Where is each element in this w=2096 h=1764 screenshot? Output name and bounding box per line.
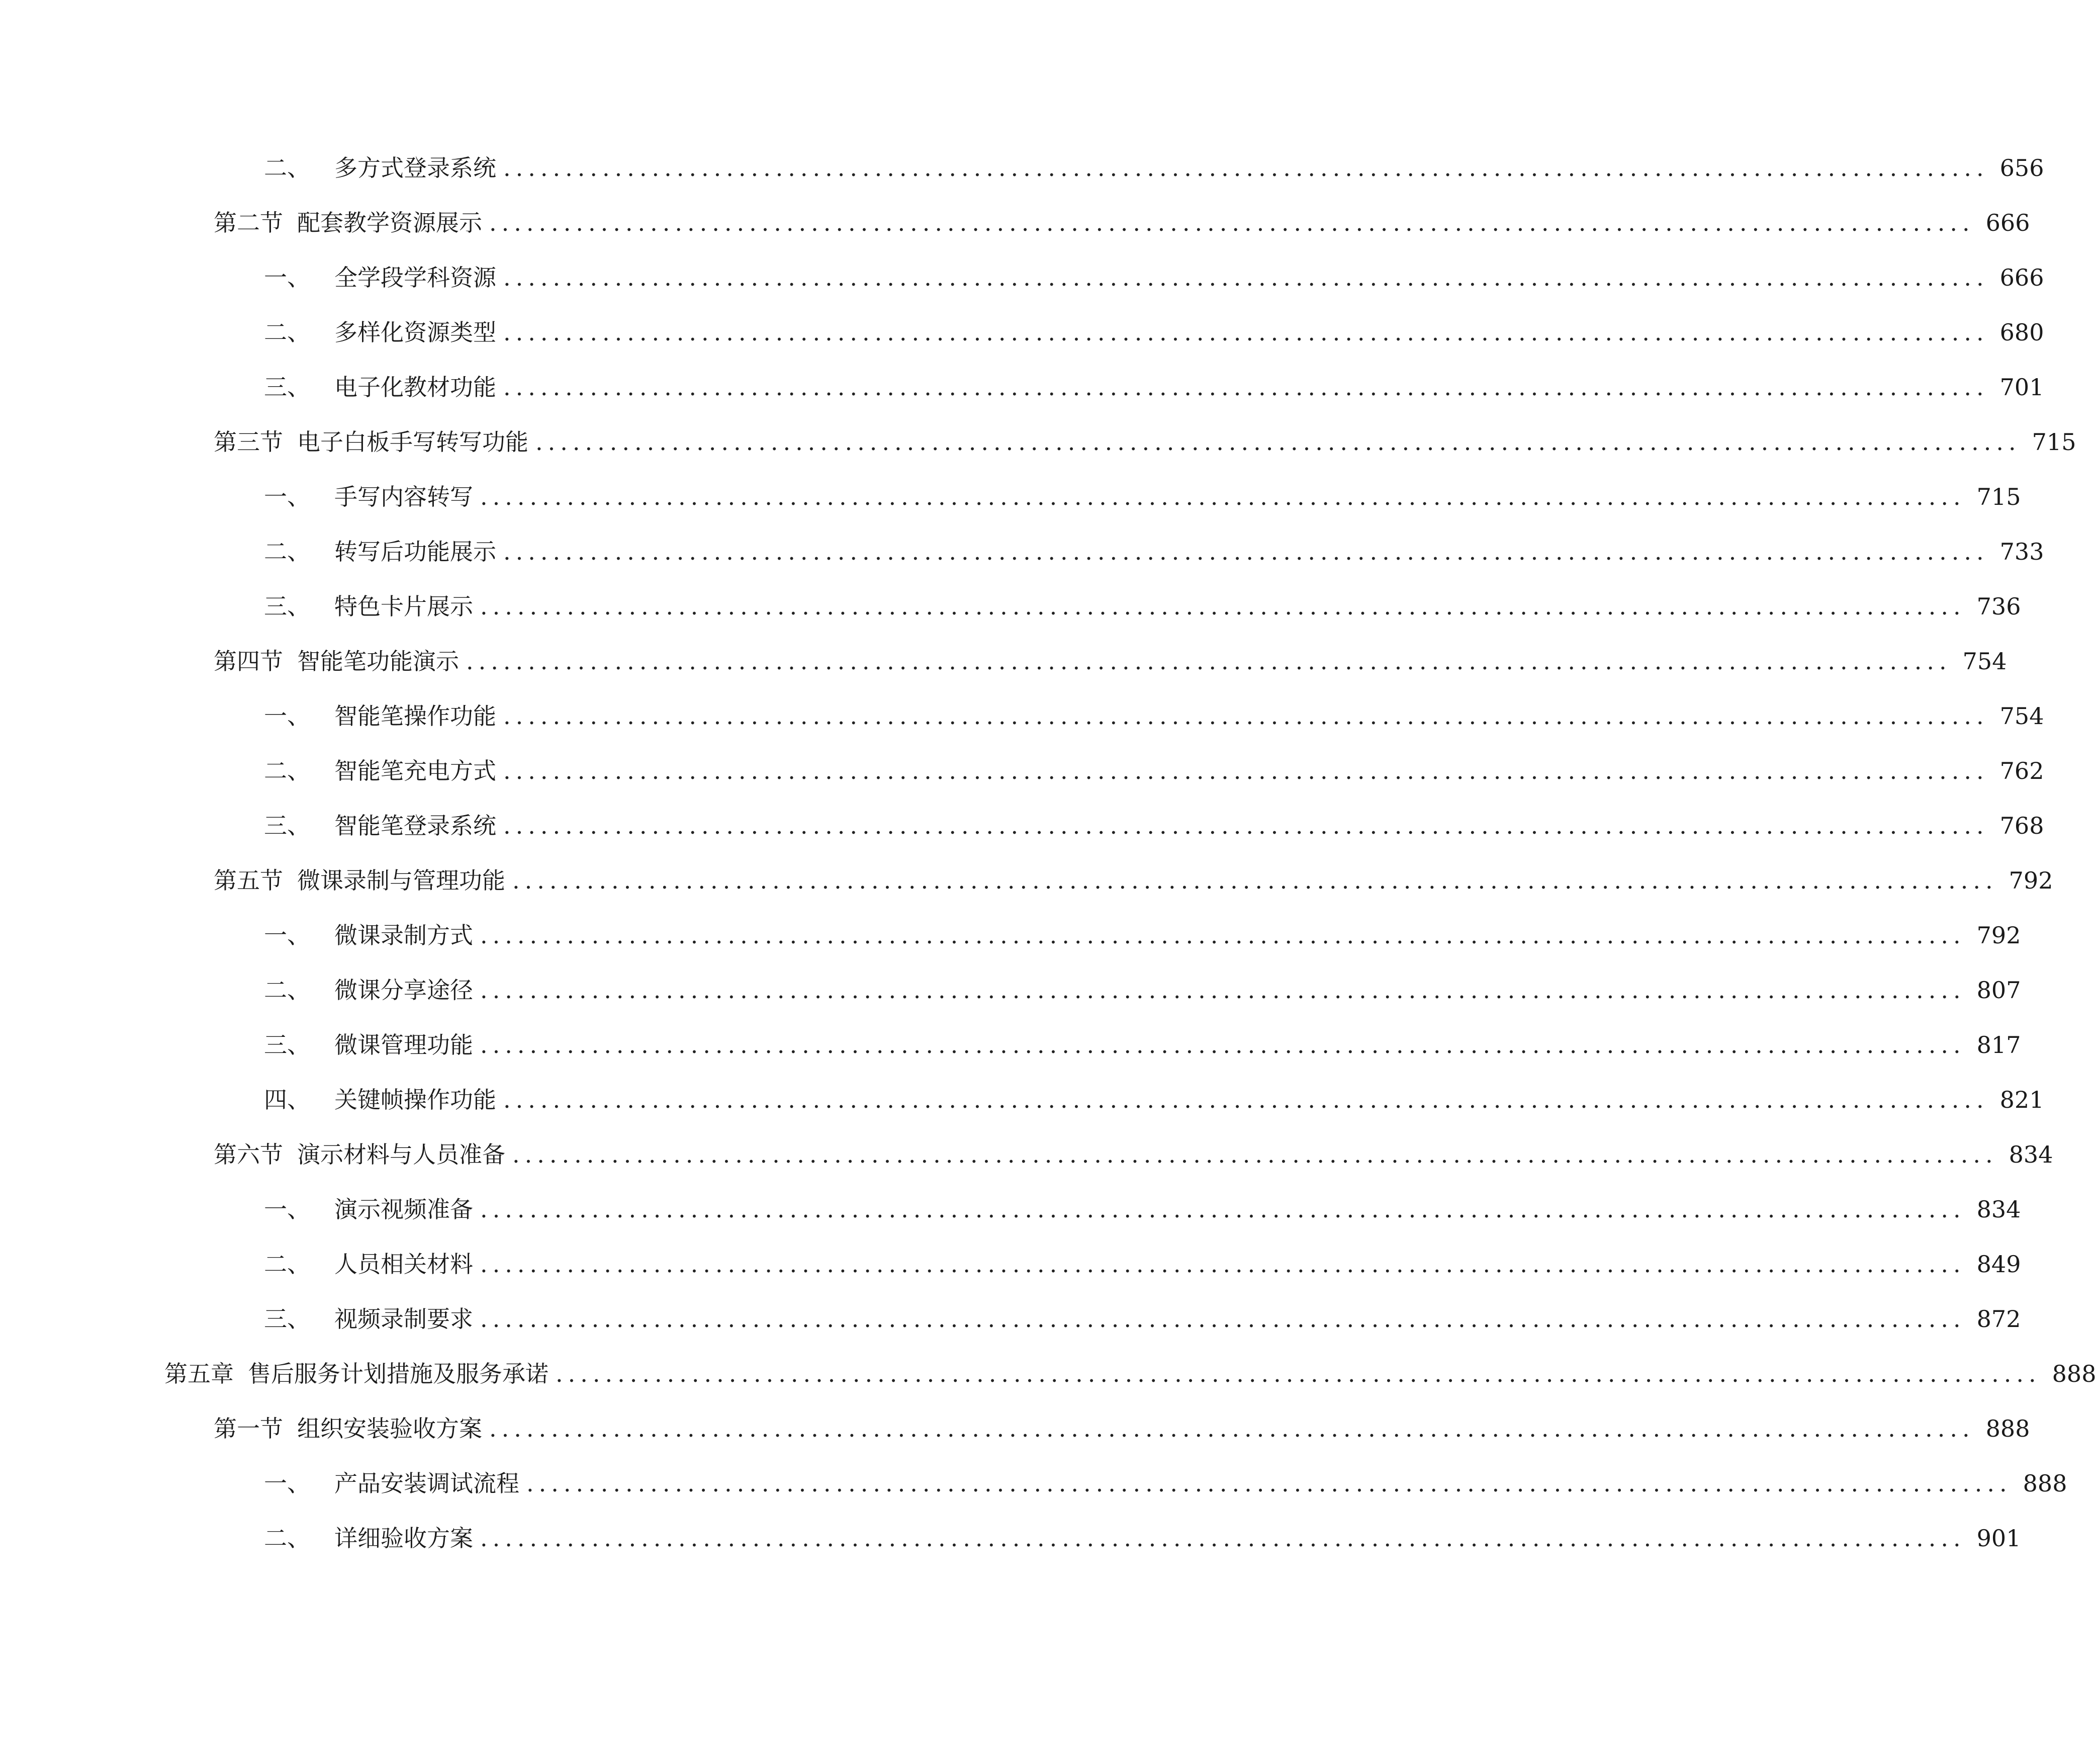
- dot-leader: ........................................................................................................................: [480, 483, 1966, 510]
- toc-entry-title: 多方式登录系统: [334, 154, 496, 182]
- toc-entry-title: 全学段学科资源: [334, 264, 496, 291]
- toc-entry-prefix: 二、: [264, 154, 310, 182]
- toc-entry-title: 智能笔功能演示: [297, 648, 459, 675]
- dot-leader: ........................................................................................................................: [503, 812, 1989, 839]
- toc-entry: [264, 806, 2044, 846]
- toc-entry-prefix: 一、: [264, 702, 310, 730]
- dot-leader: ........................................................................................................................: [526, 1470, 2012, 1497]
- toc-entry: [264, 367, 2044, 407]
- toc-entry-prefix: 第五章: [164, 1360, 234, 1387]
- dot-leader: ........................................................................................................................: [489, 209, 1975, 236]
- toc-entry-title: 配套教学资源展示: [297, 209, 482, 236]
- toc-entry-page-number: 701: [1999, 374, 2044, 401]
- dot-leader: ........................................................................................................................: [535, 428, 2021, 456]
- toc-entry-prefix: 二、: [264, 319, 310, 346]
- toc-entry-title: 视频录制要求: [334, 1305, 473, 1333]
- toc-entry-page-number: 754: [1999, 702, 2044, 730]
- toc-entry: [264, 696, 2044, 736]
- toc-entry: [264, 257, 2044, 298]
- dot-leader: ........................................................................................................................: [503, 264, 1989, 291]
- toc-entry: [264, 1518, 2021, 1558]
- dot-leader: ........................................................................................................................: [466, 648, 1952, 675]
- toc-entry-prefix: 三、: [264, 1031, 310, 1059]
- toc-entry-prefix: 二、: [264, 757, 310, 784]
- toc-entry-prefix: 一、: [264, 1196, 310, 1223]
- toc-entry-page-number: 834: [1976, 1196, 2021, 1223]
- dot-leader: ........................................................................................................................: [512, 1141, 1998, 1168]
- dot-leader: ........................................................................................................................: [489, 1415, 1975, 1442]
- toc-entry: [264, 1080, 2044, 1120]
- toc-entry-prefix: 二、: [264, 1251, 310, 1278]
- dot-leader: ........................................................................................................................: [503, 538, 1989, 565]
- toc-entry-prefix: 二、: [264, 1525, 310, 1552]
- toc-entry-title: 产品安装调试流程: [334, 1470, 519, 1497]
- toc-entry: [214, 641, 2007, 681]
- toc-entry-prefix: 第二节: [214, 209, 283, 236]
- dot-leader: ........................................................................................................................: [480, 1525, 1966, 1552]
- toc-entry-prefix: 一、: [264, 483, 310, 510]
- toc-entry-title: 转写后功能展示: [334, 538, 496, 565]
- dot-leader: ........................................................................................................................: [480, 977, 1966, 1004]
- toc-entry-page-number: 762: [1999, 757, 2044, 784]
- toc-entry-prefix: 四、: [264, 1086, 310, 1113]
- toc-entry: [264, 312, 2044, 352]
- toc-entry-title: 微课录制方式: [334, 922, 473, 949]
- toc-entry-page-number: 666: [1999, 264, 2044, 291]
- toc-entry-page-number: 792: [2009, 867, 2053, 894]
- toc-entry: [164, 1354, 2096, 1394]
- toc-entry-prefix: 第四节: [214, 648, 283, 675]
- toc-entry-title: 多样化资源类型: [334, 319, 496, 346]
- toc-entry: [264, 1299, 2021, 1339]
- toc-entry-page-number: 754: [1962, 648, 2007, 675]
- toc-entry-prefix: 二、: [264, 538, 310, 565]
- toc-entry-title: 手写内容转写: [334, 483, 473, 510]
- toc-entry-prefix: 三、: [264, 812, 310, 839]
- toc-entry-page-number: 872: [1976, 1305, 2021, 1333]
- toc-entry: [264, 1025, 2021, 1065]
- toc-entry-prefix: 第六节: [214, 1141, 283, 1168]
- dot-leader: ........................................................................................................................: [503, 319, 1989, 346]
- toc-entry-title: 人员相关材料: [334, 1251, 473, 1278]
- dot-leader: ........................................................................................................................: [480, 922, 1966, 949]
- toc-entry-page-number: 736: [1976, 593, 2021, 620]
- toc-entry-page-number: 817: [1976, 1031, 2021, 1059]
- toc-entry: [264, 477, 2021, 517]
- toc-entry: [264, 1189, 2021, 1229]
- toc-entry-page-number: 888: [2052, 1360, 2096, 1387]
- toc-entry-prefix: 一、: [264, 1470, 310, 1497]
- toc-entry-prefix: 三、: [264, 1305, 310, 1333]
- toc-entry-title: 智能笔操作功能: [334, 702, 496, 730]
- toc-entry-page-number: 715: [1976, 483, 2021, 510]
- dot-leader: ........................................................................................................................: [503, 1086, 1989, 1113]
- dot-leader: ........................................................................................................................: [480, 1251, 1966, 1278]
- dot-leader: ........................................................................................................................: [480, 593, 1966, 620]
- toc-entry-prefix: 第一节: [214, 1415, 283, 1442]
- toc-entry-page-number: 656: [1999, 154, 2044, 182]
- dot-leader: ........................................................................................................................: [556, 1360, 2041, 1387]
- toc-entry: [264, 1244, 2021, 1284]
- toc-entry: [264, 751, 2044, 791]
- toc-entry: [264, 970, 2021, 1010]
- dot-leader: ........................................................................................................................: [503, 154, 1989, 182]
- toc-entry-title: 演示视频准备: [334, 1196, 473, 1223]
- toc-entry-prefix: 一、: [264, 264, 310, 291]
- toc-entry-title: 演示材料与人员准备: [297, 1141, 505, 1168]
- toc-entry-page-number: 834: [2009, 1141, 2053, 1168]
- toc-entry-page-number: 733: [1999, 538, 2044, 565]
- toc-entry-title: 电子白板手写转写功能: [297, 428, 528, 456]
- dot-leader: ........................................................................................................................: [480, 1196, 1966, 1223]
- dot-leader: ........................................................................................................................: [503, 374, 1989, 401]
- toc-entry-title: 微课管理功能: [334, 1031, 473, 1059]
- toc-entry-prefix: 一、: [264, 922, 310, 949]
- toc-entry-page-number: 901: [1976, 1525, 2021, 1552]
- toc-entry-title: 智能笔登录系统: [334, 812, 496, 839]
- toc-entry-page-number: 821: [1999, 1086, 2044, 1113]
- dot-leader: ........................................................................................................................: [512, 867, 1998, 894]
- toc-entry-title: 组织安装验收方案: [297, 1415, 482, 1442]
- toc-entry: [264, 1463, 2067, 1504]
- toc-entry-prefix: 三、: [264, 593, 310, 620]
- toc-entry-prefix: 三、: [264, 374, 310, 401]
- toc-entry-page-number: 715: [2032, 428, 2076, 456]
- toc-entry-title: 微课录制与管理功能: [297, 867, 505, 894]
- toc-entry: [214, 1408, 2030, 1449]
- toc-entry-title: 电子化教材功能: [334, 374, 496, 401]
- toc-entry-page-number: 792: [1976, 922, 2021, 949]
- toc-entry: [264, 532, 2044, 572]
- toc-entry-page-number: 680: [1999, 319, 2044, 346]
- toc-entry-title: 特色卡片展示: [334, 593, 473, 620]
- dot-leader: ........................................................................................................................: [480, 1031, 1966, 1059]
- toc-entry-page-number: 807: [1976, 977, 2021, 1004]
- toc-entry: [264, 586, 2021, 627]
- toc-entry: [214, 860, 2053, 901]
- toc-entry-page-number: 888: [2023, 1470, 2067, 1497]
- toc-entry-page-number: 666: [1985, 209, 2030, 236]
- toc-entry-title: 详细验收方案: [334, 1525, 473, 1552]
- dot-leader: ........................................................................................................................: [480, 1305, 1966, 1333]
- toc-entry-page-number: 768: [1999, 812, 2044, 839]
- toc-entry: [264, 915, 2021, 955]
- toc-entry-title: 智能笔充电方式: [334, 757, 496, 784]
- toc-entry: [214, 203, 2030, 243]
- toc-entry-title: 售后服务计划措施及服务承诺: [248, 1360, 549, 1387]
- dot-leader: ........................................................................................................................: [503, 757, 1989, 784]
- toc-entry-title: 关键帧操作功能: [334, 1086, 496, 1113]
- toc-entry-page-number: 849: [1976, 1251, 2021, 1278]
- toc-entry-prefix: 第三节: [214, 428, 283, 456]
- toc-entry-prefix: 第五节: [214, 867, 283, 894]
- toc-entry: [264, 148, 2044, 188]
- toc-entry-title: 微课分享途径: [334, 977, 473, 1004]
- toc-entry: [214, 422, 2076, 462]
- toc-entry-page-number: 888: [1985, 1415, 2030, 1442]
- dot-leader: ........................................................................................................................: [503, 702, 1989, 730]
- toc-entry: [214, 1134, 2053, 1175]
- toc-entry-prefix: 二、: [264, 977, 310, 1004]
